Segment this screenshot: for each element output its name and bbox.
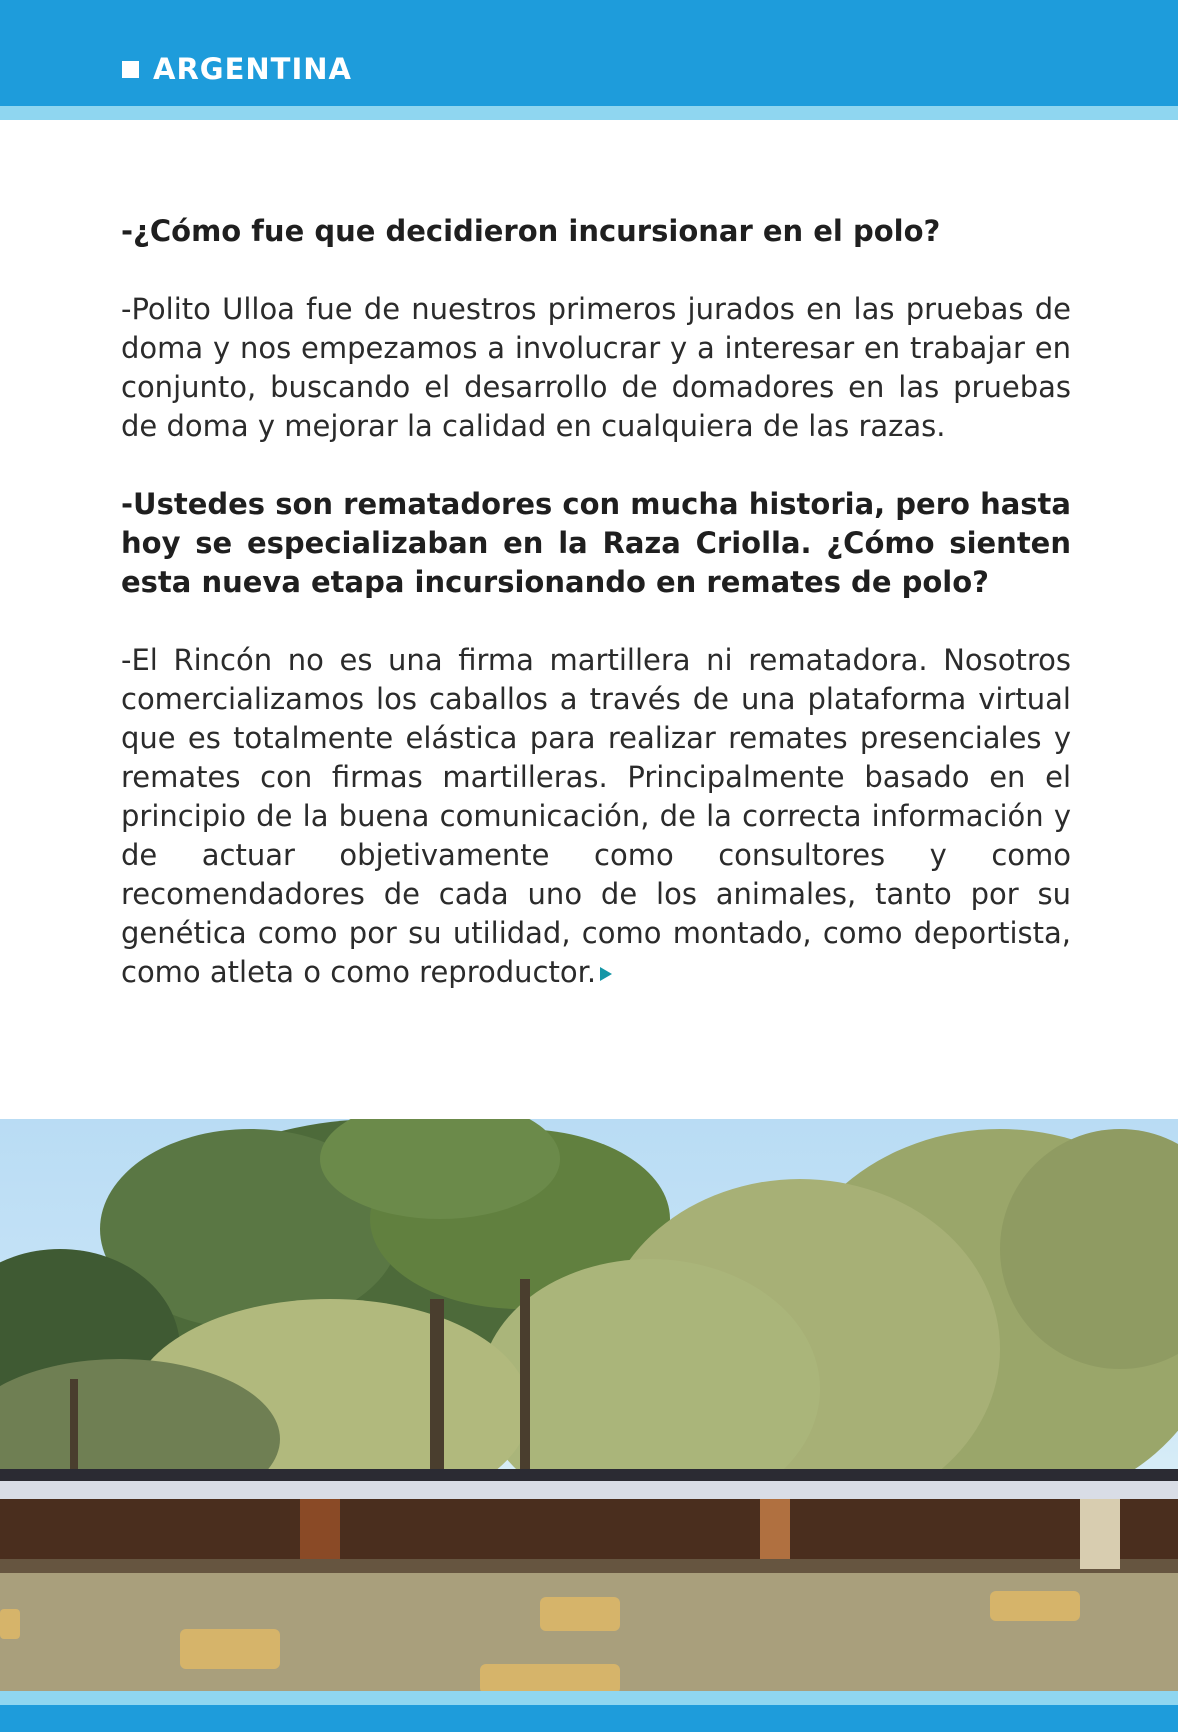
riders-line [0, 1469, 1178, 1573]
section-square-icon [122, 61, 139, 78]
answer-2 [121, 641, 1071, 992]
end-arrow-icon [600, 967, 612, 981]
question-1: -¿Cómo fue que decidieron incursionar en el polo? [121, 214, 941, 248]
gauchos-photo [0, 1119, 1178, 1691]
tree-canopy [0, 1119, 1178, 1519]
answer-2-text: -El Rincón no es una firma martillera ni rematadora. Nosotros comercializamos los caballos a través de una plataforma virtual que es totalmente elástica para realizar remates presenciales y remates con firmas martilleras. Principalmente basado en el principio de la buena comunicación, de la correcta información y de actuar objetivamente como consultores y como recomendadores de cada uno de los animales, tanto por su genética como por su utilidad, como montado, como deportista, como atleta o como reproductor. [121, 643, 1071, 989]
footer-stripe [0, 1691, 1178, 1705]
header-stripe [0, 106, 1178, 120]
photo-illustration [0, 1119, 1178, 1691]
section-label: ARGENTINA [153, 52, 352, 86]
answer-1: -Polito Ulloa fue de nuestros primeros jurados en las pruebas de doma y nos empezamos a involucrar y a interesar en trabajar en conjunto, buscando el desarrollo de domadores en las pruebas de doma y mejorar la calidad en cualquiera de las razas. [121, 292, 1071, 443]
question-2: -Ustedes son rematadores con mucha historia, pero hasta hoy se especializaban en la Raza Criolla. ¿Cómo sienten esta nueva etapa incursionando en remates de polo? [121, 487, 1071, 599]
article-body [121, 212, 1071, 992]
footer-bar [0, 1705, 1178, 1732]
